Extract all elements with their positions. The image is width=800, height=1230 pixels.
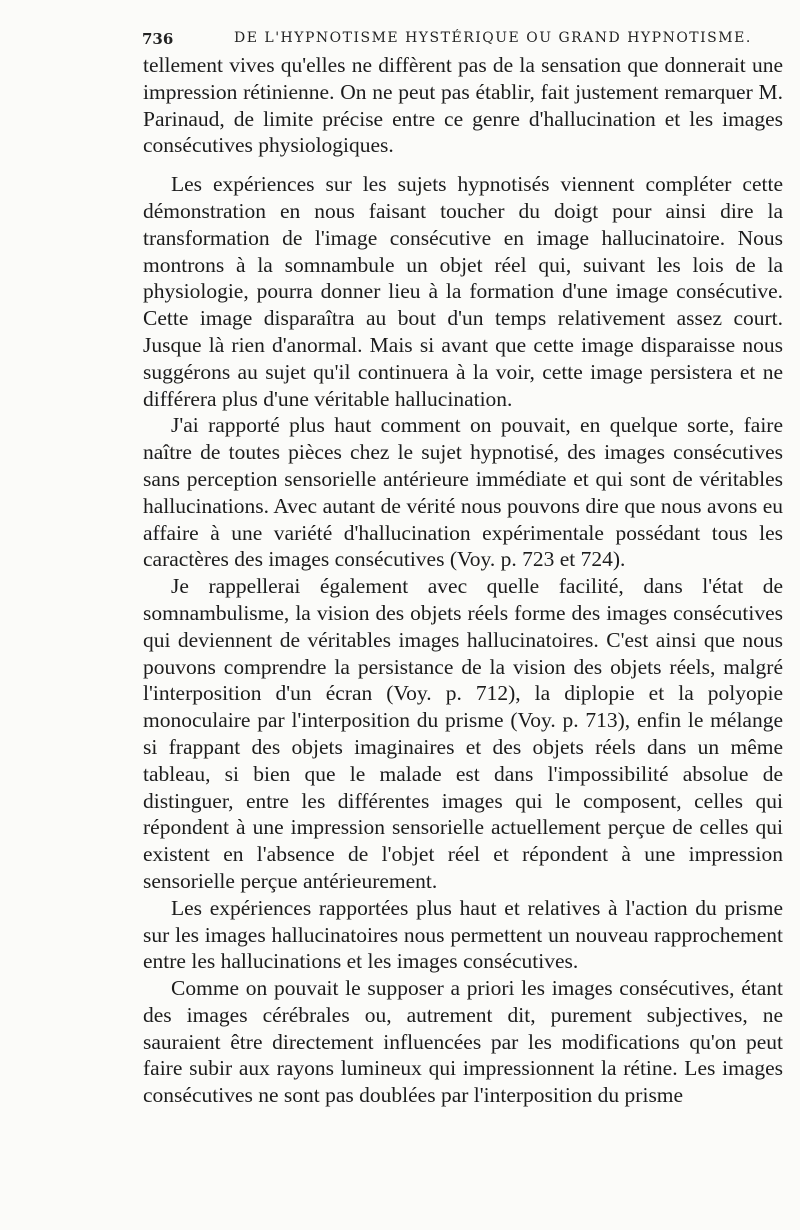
paragraph-a-priori: Comme on pouvait le supposer a priori les images consécutives, étant des images cérébrales ou, autrement dit, purement subjectives, ne sauraient être directement influencées par les modifications qu'on peut faire subir aux rayons lumineux qui impressionnent la rétine. Les images consécutives ne sont pas doublées par l'interposition du prisme bbox=[143, 976, 783, 1108]
page-number: 736 bbox=[142, 30, 174, 48]
body-text bbox=[143, 52, 783, 1109]
page-header bbox=[142, 22, 782, 50]
paragraph-rapporte: J'ai rapporté plus haut comment on pouvait, en quelque sorte, faire naître de toutes pièces chez le sujet hypnotisé, des images consécutives sans perception sensorielle antérieure immédiate et qui sont de véritables hallucinations. Avec autant de vérité nous pouvons dire que nous avons eu affaire à une variété d'hallucination expérimentale possédant tous les caractères des images consécutives (Voy. p. 723 et 724). bbox=[143, 413, 783, 572]
paragraph-rappellerai: Je rappellerai également avec quelle facilité, dans l'état de somnambulisme, la vision des objets réels forme des images consécutives qui deviennent de véritables images hallucinatoires. C'est ainsi que nous pouvons comprendre la persistance de la vision des objets réels, malgré l'interposition d'un écran (Voy. p. 712), la diplopie et la polyopie monoculaire par l'interposition du prisme (Voy. p. 713), enfin le mélange si frappant des objets imaginaires et des objets réels dans un même tableau, si bien que le malade est dans l'impossibilité absolue de distinguer, entre les différentes images qui le composent, celles qui répondent à une impression sensorielle actuellement perçue de celles qui existent en l'absence de l'objet réel et répondent à une impression sensorielle perçue antérieurement. bbox=[143, 574, 783, 893]
paragraph-experiences: Les expériences sur les sujets hypnotisés viennent compléter cette démonstration en nous faisant toucher du doigt pour ainsi dire la transformation de l'image consécutive en image hallucinatoire. Nous montrons à la somnambule un objet réel qui, suivant les lois de la physiologie, pourra donner lieu à la formation d'une image consécutive. Cette image disparaîtra au bout d'un temps relativement assez court. Jusque là rien d'anormal. Mais si avant que cette image disparaisse nous suggérons au sujet qu'il continuera à la voir, cette image persistera et ne différera plus d'une véritable hallucination. bbox=[143, 172, 783, 411]
paragraph-continuation: tellement vives qu'elles ne diffèrent pas de la sensation que donnerait une impression rétinienne. On ne peut pas établir, fait justement remarquer M. Parinaud, de limite précise entre ce genre d'hallucination et les images consécutives physiologiques. bbox=[143, 53, 783, 158]
paragraph-prisme: Les expériences rapportées plus haut et relatives à l'action du prisme sur les images hallucinatoires nous permettent un nouveau rapprochement entre les hallucinations et les images consécutives. bbox=[143, 895, 783, 974]
running-title: DE L'HYPNOTISME HYSTÉRIQUE OU GRAND HYPNOTISME. bbox=[234, 30, 752, 46]
